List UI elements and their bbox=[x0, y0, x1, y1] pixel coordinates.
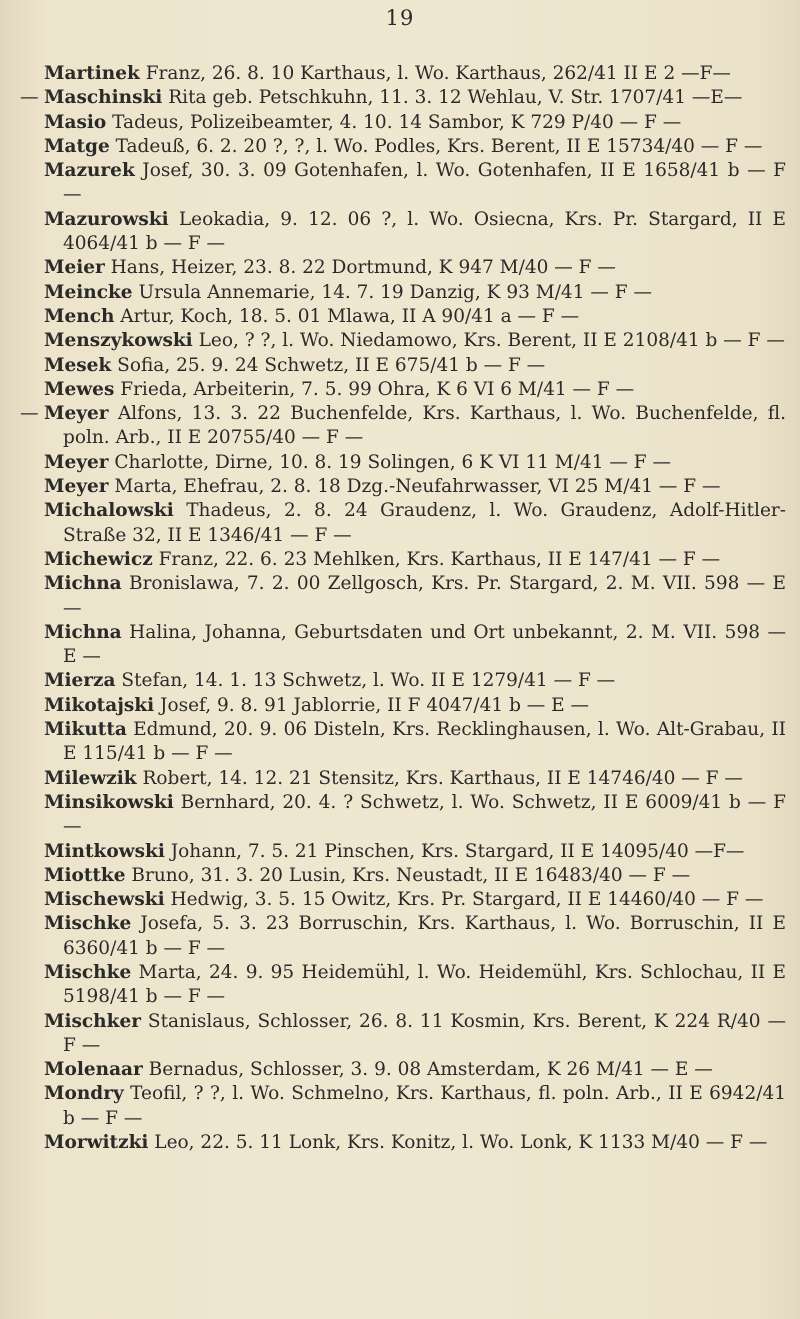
entry-details: Marta, 24. 9. 95 Heidemühl, l. Wo. Heidemühl, Krs. Schlochau, II E 5198/41 b — F — bbox=[63, 961, 786, 1008]
entry-details: Rita geb. Petschkuhn, 11. 3. 12 Wehlau, V. Str. 1707/41 —E— bbox=[162, 87, 743, 109]
entry-surname: Meier bbox=[44, 257, 105, 279]
list-item bbox=[44, 840, 786, 864]
list-item bbox=[44, 669, 786, 693]
entry-details: Thadeus, 2. 8. 24 Graudenz, l. Wo. Graudenz, Adolf-Hitler-Straße 32, II E 1346/41 — F — bbox=[63, 500, 786, 546]
list-item bbox=[44, 961, 786, 1010]
list-item bbox=[44, 256, 786, 280]
entry-details: Ursula Annemarie, 14. 7. 19 Danzig, K 93 M/41 — F — bbox=[132, 281, 652, 303]
entry-list bbox=[20, 62, 786, 1155]
entry-details: Artur, Koch, 18. 5. 01 Mlawa, II A 90/41 a — F — bbox=[114, 305, 580, 327]
list-item bbox=[44, 694, 786, 718]
list-item bbox=[44, 281, 786, 305]
entry-surname: Meyer bbox=[44, 476, 109, 498]
list-item bbox=[44, 912, 786, 961]
entry-surname: Matge bbox=[44, 135, 110, 157]
entry-surname: Mench bbox=[44, 305, 115, 327]
entry-details: Bernhard, 20. 4. ? Schwetz, l. Wo. Schwetz, II E 6009/41 b — F — bbox=[63, 791, 786, 838]
entry-surname: Mischker bbox=[44, 1010, 141, 1032]
list-item bbox=[44, 305, 786, 329]
entry-surname: Meyer bbox=[44, 403, 109, 425]
entry-surname: Mikutta bbox=[44, 719, 127, 741]
list-item bbox=[44, 548, 786, 572]
list-item bbox=[44, 135, 786, 159]
list-item bbox=[44, 621, 786, 670]
entry-details: Franz, 26. 8. 10 Karthaus, l. Wo. Karthaus, 262/41 II E 2 —F— bbox=[139, 63, 731, 84]
entry-details: Halina, Johanna, Geburtsdaten und Ort unbekannt, 2. M. VII. 598 — E — bbox=[63, 621, 786, 668]
entry-surname: Meyer bbox=[44, 451, 109, 473]
entry-surname: Mikotajski bbox=[44, 694, 155, 716]
entry-details: Franz, 22. 6. 23 Mehlken, Krs. Karthaus, II E 147/41 — F — bbox=[152, 548, 721, 570]
entry-details: Alfons, 13. 3. 22 Buchenfelde, Krs. Karthaus, l. Wo. Buchenfelde, fl. poln. Arb., II E 20755/40 — F — bbox=[63, 403, 786, 449]
entry-details: Charlotte, Dirne, 10. 8. 19 Solingen, 6 K VI 11 M/41 — F — bbox=[108, 451, 671, 473]
entry-details: Stanislaus, Schlosser, 26. 8. 11 Kosmin, Krs. Berent, K 224 R/40 — F — bbox=[63, 1010, 786, 1056]
entry-details: Bruno, 31. 3. 20 Lusin, Krs. Neustadt, II E 16483/40 — F — bbox=[125, 864, 691, 886]
list-item bbox=[44, 1131, 786, 1155]
entry-surname: Mischke bbox=[44, 913, 132, 935]
entry-surname: Meincke bbox=[44, 281, 133, 303]
entry-surname: Mazurek bbox=[44, 160, 135, 182]
entry-surname: Morwitzki bbox=[44, 1132, 149, 1154]
entry-details: Tadeus, Polizeibeamter, 4. 10. 14 Sambor, K 729 P/40 — F — bbox=[106, 111, 682, 133]
entry-surname: Michewicz bbox=[44, 548, 153, 570]
entry-details: Hans, Heizer, 23. 8. 22 Dortmund, K 947 M/40 — F — bbox=[104, 257, 616, 279]
list-item bbox=[44, 354, 786, 378]
entry-surname: Molenaar bbox=[44, 1059, 143, 1081]
list-item bbox=[44, 475, 786, 499]
entry-details: Hedwig, 3. 5. 15 Owitz, Krs. Pr. Stargard, II E 14460/40 — F — bbox=[164, 889, 764, 911]
entry-surname: Mierza bbox=[44, 670, 116, 692]
entry-surname: Martinek bbox=[44, 63, 140, 84]
list-item bbox=[44, 718, 786, 767]
entry-details: Robert, 14. 12. 21 Stensitz, Krs. Karthaus, II E 14746/40 — F — bbox=[136, 767, 743, 789]
list-item bbox=[20, 402, 786, 451]
entry-surname: Mondry bbox=[44, 1083, 124, 1105]
page-number: 19 bbox=[385, 6, 415, 30]
list-item bbox=[44, 499, 786, 548]
entry-surname: Michalowski bbox=[44, 500, 174, 522]
entry-surname: Mazurowski bbox=[44, 208, 169, 230]
entry-surname: Mischewski bbox=[44, 889, 165, 911]
entry-surname: Mintkowski bbox=[44, 840, 165, 862]
entry-surname: Masio bbox=[44, 111, 107, 133]
list-item bbox=[44, 888, 786, 912]
list-item bbox=[44, 1010, 786, 1059]
list-item bbox=[44, 208, 786, 257]
entry-details: Leokadia, 9. 12. 06 ?, l. Wo. Osiecna, Krs. Pr. Stargard, II E 4064/41 b — F — bbox=[63, 208, 786, 255]
list-item bbox=[44, 111, 786, 135]
entry-surname: Michna bbox=[44, 621, 122, 643]
margin-dash-mark: — bbox=[20, 87, 39, 109]
entry-details: Bronislawa, 7. 2. 00 Zellgosch, Krs. Pr. Stargard, 2. M. VII. 598 — E — bbox=[63, 573, 786, 619]
entry-surname: Mischke bbox=[44, 961, 132, 983]
list-item bbox=[20, 86, 786, 110]
list-item bbox=[44, 329, 786, 353]
entry-surname: Miottke bbox=[44, 864, 126, 886]
list-item bbox=[44, 451, 786, 475]
entry-details: Johann, 7. 5. 21 Pinschen, Krs. Stargard, II E 14095/40 —F— bbox=[164, 840, 745, 862]
entry-details: Josef, 30. 3. 09 Gotenhafen, l. Wo. Gotenhafen, II E 1658/41 b — F — bbox=[63, 160, 786, 206]
entry-surname: Maschinski bbox=[44, 87, 163, 109]
entry-details: Sofia, 25. 9. 24 Schwetz, II E 675/41 b — F — bbox=[111, 354, 546, 376]
entry-surname: Minsikowski bbox=[44, 791, 174, 813]
entry-surname: Menszykowski bbox=[44, 330, 193, 352]
list-item bbox=[44, 864, 786, 888]
list-item bbox=[44, 1058, 786, 1082]
entry-surname: Milewzik bbox=[44, 767, 137, 789]
entry-details: Stefan, 14. 1. 13 Schwetz, l. Wo. II E 1279/41 — F — bbox=[115, 670, 616, 692]
list-item bbox=[44, 767, 786, 791]
list-item bbox=[44, 791, 786, 840]
entry-details: Teofil, ? ?, l. Wo. Schmelno, Krs. Karthaus, fl. poln. Arb., II E 6942/41 b — F — bbox=[63, 1083, 786, 1129]
list-item bbox=[44, 378, 786, 402]
entry-details: Josefa, 5. 3. 23 Borruschin, Krs. Karthaus, l. Wo. Borruschin, II E 6360/41 b — F — bbox=[63, 913, 786, 959]
entry-details: Leo, ? ?, l. Wo. Niedamowo, Krs. Berent, II E 2108/41 b — F — bbox=[192, 330, 785, 352]
entry-details: Bernadus, Schlosser, 3. 9. 08 Amsterdam, K 26 M/41 — E — bbox=[142, 1059, 713, 1081]
entry-surname: Mewes bbox=[44, 378, 115, 400]
entry-surname: Mesek bbox=[44, 354, 112, 376]
list-item bbox=[44, 1082, 786, 1131]
entry-details: Tadeuß, 6. 2. 20 ?, ?, l. Wo. Podles, Krs. Berent, II E 15734/40 — F — bbox=[109, 135, 763, 157]
entry-details: Frieda, Arbeiterin, 7. 5. 99 Ohra, K 6 VI 6 M/41 — F — bbox=[114, 378, 635, 400]
entry-details: Marta, Ehefrau, 2. 8. 18 Dzg.-Neufahrwasser, VI 25 M/41 — F — bbox=[108, 476, 721, 498]
margin-dash-mark: — bbox=[20, 403, 39, 425]
list-item bbox=[44, 572, 786, 621]
entry-details: Leo, 22. 5. 11 Lonk, Krs. Konitz, l. Wo. Lonk, K 1133 M/40 — F — bbox=[148, 1132, 768, 1154]
list-item bbox=[44, 62, 786, 86]
list-item bbox=[44, 159, 786, 208]
entry-surname: Michna bbox=[44, 573, 122, 595]
entry-details: Josef, 9. 8. 91 Jablorrie, II F 4047/41 b — E — bbox=[154, 694, 590, 716]
entry-details: Edmund, 20. 9. 06 Disteln, Krs. Recklinghausen, l. Wo. Alt-Grabau, II E 115/41 b — F — bbox=[63, 719, 786, 765]
